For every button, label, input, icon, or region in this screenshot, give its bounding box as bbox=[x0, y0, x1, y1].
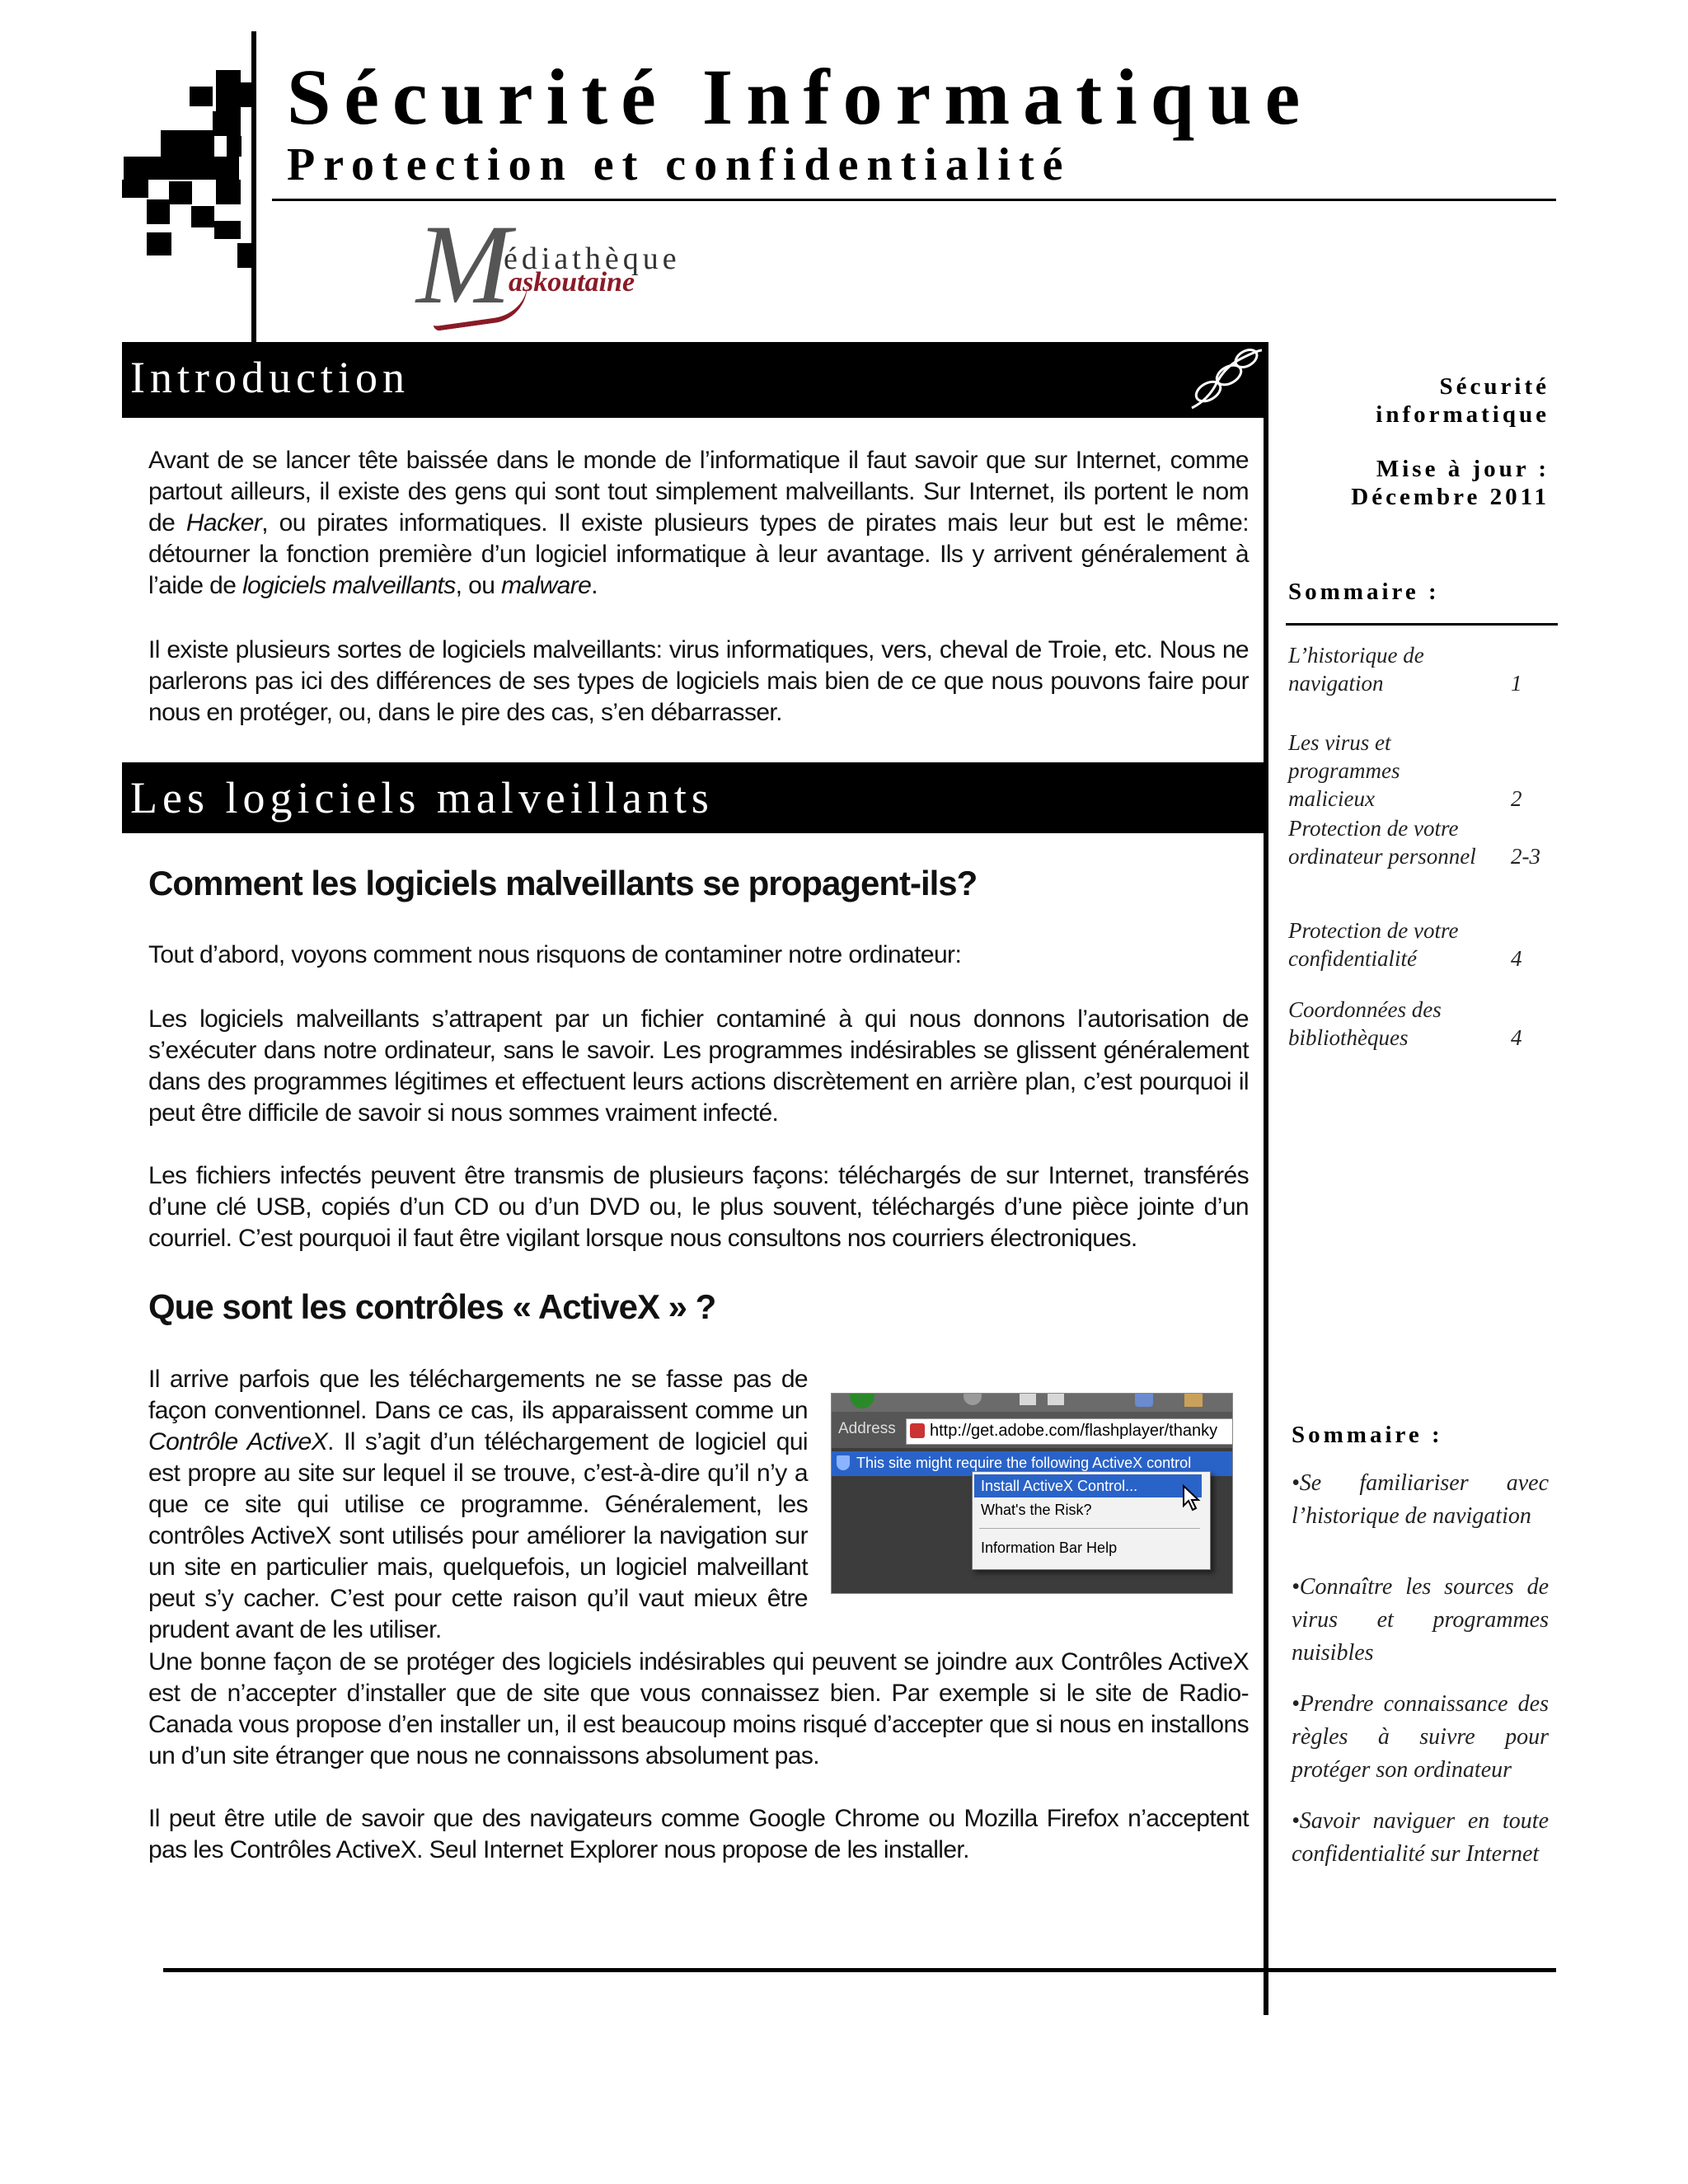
back-icon bbox=[850, 1393, 874, 1408]
page-subtitle: Protection et confidentialité bbox=[287, 139, 1071, 190]
malware-paragraph-3: Les fichiers infectés peuvent être transmis de plusieurs façons: téléchargés de sur Internet, transférés d’une clé USB, copiés d’un CD ou d’un DVD ou, le plus souvent, téléchargés d’une pièce jointe d’un courriel. C’est pourquoi il faut être vigilant lorsque nous consultons nos courriers électroniques. bbox=[148, 1162, 1249, 1252]
toc-item-page: 4 bbox=[1511, 1025, 1522, 1050]
doodle-icon bbox=[1184, 342, 1266, 418]
info-bar-text: This site might require the following ActiveX control bbox=[856, 1455, 1192, 1471]
activex-paragraph-1: Il arrive parfois que les téléchargements ne se fasse pas de façon conventionnel. Dans ce cas, ils apparaissent comme un Contrôle ActiveX. Il s’agit d’un téléchargement de logiciel qui est propre au site sur lequel il se trouve, c’est-à-dire qu’il n’y a que ce site qui utilise ce programme. Généralement, les contrôles ActiveX sont utilisés pour améliorer la navigation sur un site en particulier mais, quelquefois, un logiciel malveillant peut s’y cacher. C’est pour cette raison qu’il vaut mieux être prudent avant de les utiliser. bbox=[148, 1366, 808, 1643]
logo-text-top: édiathèque bbox=[504, 241, 681, 276]
activex-paragraph-2: Une bonne façon de se protéger des logiciels indésirables qui peuvent se joindre aux Contrôles ActiveX est de n’accepter d’installer que de site que vous connaissez bien. Par exemple si le site de Radio-Canada vous propose d’en installer un, il est beaucoup moins risqué d’accepter que si nous en installons un d’un site étranger que nous ne connaissons absolument pas. bbox=[148, 1648, 1249, 1769]
toc-item-page: 2 bbox=[1511, 786, 1522, 811]
toc-item-label: Coordonnées des bibliothèques bbox=[1288, 997, 1442, 1050]
toc-item-label: L’historique de navigation bbox=[1288, 643, 1424, 696]
menu-item-install: Install ActiveX Control... bbox=[974, 1474, 1202, 1497]
propagation-heading: Comment les logiciels malveillants se propagent-ils? bbox=[148, 864, 978, 902]
mediatheque-logo bbox=[416, 201, 762, 328]
summary-bullet: •Connaître les sources de virus et programmes nuisibles bbox=[1292, 1574, 1549, 1666]
summary-bullet: •Savoir naviguer en toute confidentialité sur Internet bbox=[1292, 1808, 1549, 1867]
toc-item-label: Les virus et programmes malicieux bbox=[1288, 730, 1400, 811]
toc-item[interactable] bbox=[1288, 996, 1560, 1052]
address-bar bbox=[832, 1412, 1232, 1448]
activex-screenshot bbox=[831, 1393, 1233, 1594]
mouse-cursor-icon bbox=[1182, 1484, 1202, 1516]
menu-item-risk: What's the Risk? bbox=[981, 1502, 1092, 1518]
menu-separator bbox=[979, 1528, 1200, 1529]
address-field bbox=[906, 1418, 1233, 1445]
malware-banner-title: Les logiciels malveillants bbox=[130, 773, 714, 823]
logo-initial: M bbox=[416, 201, 511, 327]
toc-item[interactable] bbox=[1288, 729, 1560, 813]
toolbar-icon bbox=[1184, 1393, 1203, 1407]
page-favicon bbox=[910, 1423, 925, 1438]
toolbar-icon bbox=[1048, 1393, 1064, 1405]
toc-item-page: 4 bbox=[1511, 946, 1522, 971]
browser-toolbar bbox=[832, 1394, 1232, 1412]
toolbar-icon bbox=[964, 1393, 982, 1405]
toc-item[interactable] bbox=[1288, 814, 1560, 870]
intro-banner bbox=[122, 342, 1268, 418]
toc-item-page: 1 bbox=[1511, 671, 1522, 696]
footer-rule bbox=[163, 1968, 1556, 1972]
toolbar-icon bbox=[1135, 1393, 1153, 1407]
header-vertical-rule bbox=[251, 31, 256, 344]
shield-icon bbox=[837, 1455, 850, 1470]
malware-paragraph-1: Tout d’abord, voyons comment nous risquons de contaminer notre ordinateur: bbox=[148, 941, 962, 968]
page-title: Sécurité Informatique bbox=[287, 53, 1314, 141]
toc-heading: Sommaire : bbox=[1288, 579, 1440, 605]
toc-item[interactable] bbox=[1288, 916, 1560, 972]
sidebar-update-label: Mise à jour : bbox=[1376, 456, 1550, 482]
summary-heading: Sommaire : bbox=[1292, 1422, 1443, 1448]
menu-item-help: Information Bar Help bbox=[981, 1540, 1118, 1556]
activex-heading: Que sont les contrôles « ActiveX » ? bbox=[148, 1287, 716, 1326]
toc-heading-rule bbox=[1286, 623, 1558, 626]
column-divider bbox=[1264, 342, 1268, 2015]
context-menu bbox=[972, 1471, 1211, 1570]
toc-item-label: Protection de votre confidentialité bbox=[1288, 918, 1459, 971]
toc-item-page: 2-3 bbox=[1511, 844, 1540, 869]
address-label: Address bbox=[838, 1420, 896, 1437]
logo-text-script: askoutaine bbox=[509, 267, 635, 298]
activex-paragraph-3: Il peut être utile de savoir que des navigateurs comme Google Chrome ou Mozilla Firefox n’acceptent pas les Contrôles ActiveX. Seul Internet Explorer nous propose de les installer. bbox=[148, 1805, 1249, 1863]
sidebar-pub-title: Sécurité informatique bbox=[1376, 373, 1550, 428]
malware-banner bbox=[122, 762, 1268, 833]
address-url: http://get.adobe.com/flashplayer/thanky bbox=[930, 1422, 1218, 1440]
sidebar-update-date: Décembre 2011 bbox=[1351, 484, 1550, 510]
summary-bullet: •Prendre connaissance des règles à suivre pour protéger son ordinateur bbox=[1292, 1691, 1549, 1783]
malware-paragraph-2: Les logiciels malveillants s’attrapent par un fichier contaminé à qui nous donnons l’autorisation de s’exécuter dans notre ordinateur, sans le savoir. Les programmes indésirables se glissent généralement dans des programmes légitimes et effectuent leurs actions discrètement en arrière plan, c’est pourquoi il peut être difficile de savoir si nous sommes vraiment infecté. bbox=[148, 1005, 1249, 1127]
intro-banner-title: Introduction bbox=[130, 353, 410, 402]
toc-item-label: Protection de votre ordinateur personnel bbox=[1288, 816, 1476, 869]
intro-paragraph-2: Il existe plusieurs sortes de logiciels malveillants: virus informatiques, vers, cheval de Troie, etc. Nous ne parlerons pas ici des différences de ses types de logiciels mais bien de ce que nous pouvons faire pour nous en protéger, ou, dans le pire des cas, s’en débarrasser. bbox=[148, 636, 1249, 726]
toc-item[interactable] bbox=[1288, 641, 1560, 697]
intro-paragraph-1: Avant de se lancer tête baissée dans le monde de l’informatique il faut savoir que sur Internet, comme partout ailleurs, il existe des gens qui sont tout simplement malveillants. Sur Internet, ils portent le nom de Hacker, ou pirates informatiques. Il existe plusieurs types de pirates mais leur but est le même: détourner la fonction première d’un logiciel informatique à leur avantage. Ils y arrivent généralement à l’aide de logiciels malveillants, ou malware. bbox=[148, 447, 1250, 599]
summary-bullet: •Se familiariser avec l’historique de navigation bbox=[1292, 1470, 1549, 1529]
toolbar-icon bbox=[1020, 1393, 1036, 1405]
